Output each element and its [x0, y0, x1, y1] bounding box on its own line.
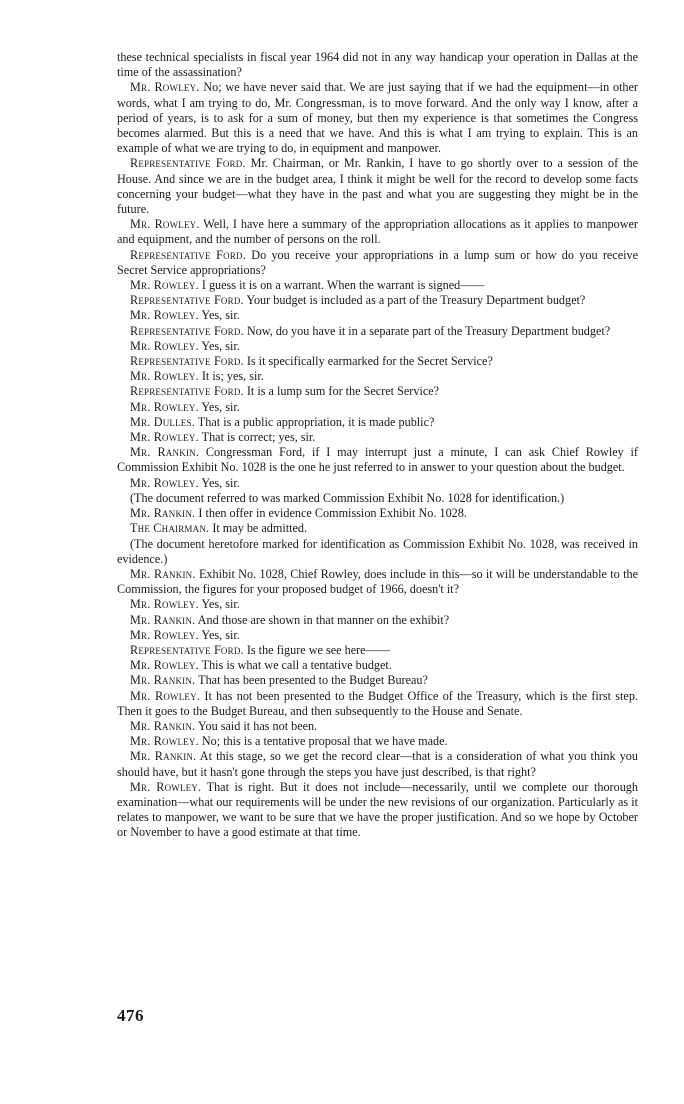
paragraph-text: It may be admitted. [209, 521, 308, 536]
paragraph [117, 217, 638, 247]
paragraph-text: No; this is a tentative proposal that we have made. [198, 734, 448, 749]
paragraph [117, 293, 638, 308]
paragraph-text: (The document heretofore marked for identification as Commission Exhibit No. 1028, was received in evidence.) [117, 536, 638, 566]
paragraph-text: Yes, sir. [198, 627, 240, 642]
paragraph-text: You said it has not been. [195, 718, 318, 733]
paragraph-text: It is a lump sum for the Secret Service? [243, 384, 440, 399]
speaker-name: Mr. Rankin. [130, 749, 197, 764]
paragraph-text: It has not been presented to the Budget Office of the Treasury, which is the first step. Then it goes to the Budget Bureau, and then subsequently to the House and Senate. [117, 688, 638, 718]
paragraph [117, 80, 638, 156]
paragraph-text: And those are shown in that manner on the exhibit? [195, 612, 450, 627]
paragraph-text: That has been presented to the Budget Bureau? [195, 673, 428, 688]
paragraph-text: Yes, sir. [198, 475, 240, 490]
speaker-name: Mr. Rowley. [130, 627, 199, 642]
speaker-name: Mr. Rowley. [130, 475, 199, 490]
paragraph [117, 780, 638, 841]
speaker-name: Mr. Rowley. [130, 369, 199, 384]
paragraph [117, 719, 638, 734]
speaker-name: Mr. Rankin. [130, 445, 200, 460]
page-number: 476 [117, 1006, 144, 1025]
paragraph [117, 156, 638, 217]
paragraph-text: Now, do you have it in a separate part of the Treasury Department budget? [243, 323, 611, 338]
paragraph-text: At this stage, so we get the record clear—that is a consideration of what you think you should have, but it hasn't gone through the steps you have just described, is that right? [117, 749, 638, 779]
speaker-name: Mr. Rankin. [130, 718, 196, 733]
speaker-name: Mr. Dulles. [130, 414, 195, 429]
paragraph-text: Yes, sir. [198, 338, 240, 353]
paragraph [117, 400, 638, 415]
paragraph [117, 658, 638, 673]
paragraph [117, 369, 638, 384]
paragraph-text: Yes, sir. [198, 597, 240, 612]
paragraph-text: I guess it is on a warrant. When the warrant is signed—— [198, 278, 485, 293]
paragraph [117, 506, 638, 521]
paragraph [117, 339, 638, 354]
paragraph [117, 445, 638, 475]
paragraph-text: (The document referred to was marked Commission Exhibit No. 1028 for identification.) [130, 490, 565, 505]
paragraph [117, 597, 638, 612]
paragraph [117, 354, 638, 369]
speaker-name: Representative Ford. [130, 642, 244, 657]
speaker-name: Mr. Rankin. [130, 673, 196, 688]
speaker-name: The Chairman. [130, 521, 210, 536]
paragraph [117, 415, 638, 430]
testimony-text [117, 50, 638, 841]
paragraph-text: Yes, sir. [198, 308, 240, 323]
paragraph-text: That is correct; yes, sir. [198, 430, 316, 445]
speaker-name: Representative Ford. [130, 156, 246, 171]
paragraph-text: It is; yes, sir. [198, 369, 264, 384]
paragraph-text: Your budget is included as a part of the Treasury Department budget? [243, 293, 586, 308]
paragraph [117, 521, 638, 536]
paragraph [117, 430, 638, 445]
paragraph-text: Mr. Chairman, or Mr. Rankin, I have to go shortly over to a session of the House. And since we are in the budget area, I think it might be well for the record to develop some facts concerning your budget—what they have in the past and what you are suggesting they might be in the future. [117, 156, 639, 217]
paragraph [117, 689, 638, 719]
paragraph-text: That is a public appropriation, it is made public? [194, 414, 435, 429]
speaker-name: Mr. Rowley. [130, 308, 199, 323]
paragraph [117, 537, 638, 567]
paragraph-text: Do you receive your appropriations in a lump sum or how do you receive Secret Service appropriations? [117, 247, 639, 277]
paragraph [117, 491, 638, 506]
speaker-name: Representative Ford. [130, 354, 244, 369]
paragraph-text: these technical specialists in fiscal year 1964 did not in any way handicap your operation in Dallas at the time of the assassination? [117, 50, 638, 80]
speaker-name: Mr. Rowley. [130, 734, 199, 749]
paragraph-text: Is it specifically earmarked for the Secret Service? [243, 354, 493, 369]
paragraph [117, 749, 638, 779]
paragraph-text: No; we have never said that. We are just saying that if we had the equipment—in other words, what I am trying to do, Mr. Congressman, is to move forward. And the only way I know, after a period of years, is to ask for a sum of money, but then my experience is that sometimes the Congress becomes alarmed. But this is a need that we have. And this is what I am trying to explain. This is an example of what we are trying to do, in equipment and manpower. [117, 80, 638, 156]
speaker-name: Mr. Rankin. [130, 612, 196, 627]
paragraph [117, 613, 638, 628]
paragraph [117, 248, 638, 278]
paragraph-text: Yes, sir. [198, 399, 240, 414]
paragraph [117, 278, 638, 293]
paragraph [117, 673, 638, 688]
speaker-name: Representative Ford. [130, 247, 247, 262]
paragraph [117, 567, 638, 597]
paragraph [117, 50, 638, 80]
paragraph [117, 476, 638, 491]
speaker-name: Mr. Rowley. [130, 399, 199, 414]
paragraph [117, 384, 638, 399]
speaker-name: Representative Ford. [130, 293, 244, 308]
paragraph-text: Congressman Ford, if I may interrupt just a minute, I can ask Chief Rowley if Commission Exhibit No. 1028 is the one he just referred to in answer to your question about the budget. [117, 445, 638, 475]
paragraph [117, 324, 638, 339]
paragraph [117, 734, 638, 749]
speaker-name: Representative Ford. [130, 323, 244, 338]
paragraph [117, 643, 638, 658]
paragraph-text: This is what we call a tentative budget. [198, 658, 392, 673]
paragraph-text: That is right. But it does not include—necessarily, until we complete our thorough examination—what our requirements will be under the new revisions of our organization. Particularly as it relates to manpower, we want to be sure that we have the proper justification. And so we hope by October or November to have a good estimate at that time. [117, 779, 638, 840]
speaker-name: Mr. Rowley. [130, 597, 199, 612]
speaker-name: Mr. Rowley. [130, 278, 199, 293]
paragraph-text: Well, I have here a summary of the appropriation allocations as it applies to manpower and equipment, and the number of persons on the roll. [117, 217, 638, 247]
speaker-name: Mr. Rowley. [130, 217, 200, 232]
speaker-name: Mr. Rowley. [130, 779, 202, 794]
speaker-name: Mr. Rowley. [130, 80, 200, 95]
speaker-name: Mr. Rankin. [130, 506, 196, 521]
speaker-name: Mr. Rowley. [130, 658, 199, 673]
paragraph [117, 628, 638, 643]
speaker-name: Mr. Rankin. [130, 566, 196, 581]
paragraph-text: I then offer in evidence Commission Exhibit No. 1028. [195, 506, 467, 521]
paragraph-text: Exhibit No. 1028, Chief Rowley, does include in this—so it will be understandable to the Commission, the figures for your proposed budget of 1966, doesn't it? [117, 566, 638, 597]
paragraph [117, 308, 638, 323]
paragraph-text: Is the figure we see here—— [243, 642, 390, 657]
speaker-name: Representative Ford. [130, 384, 244, 399]
speaker-name: Mr. Rowley. [130, 688, 201, 703]
speaker-name: Mr. Rowley. [130, 430, 199, 445]
speaker-name: Mr. Rowley. [130, 338, 199, 353]
